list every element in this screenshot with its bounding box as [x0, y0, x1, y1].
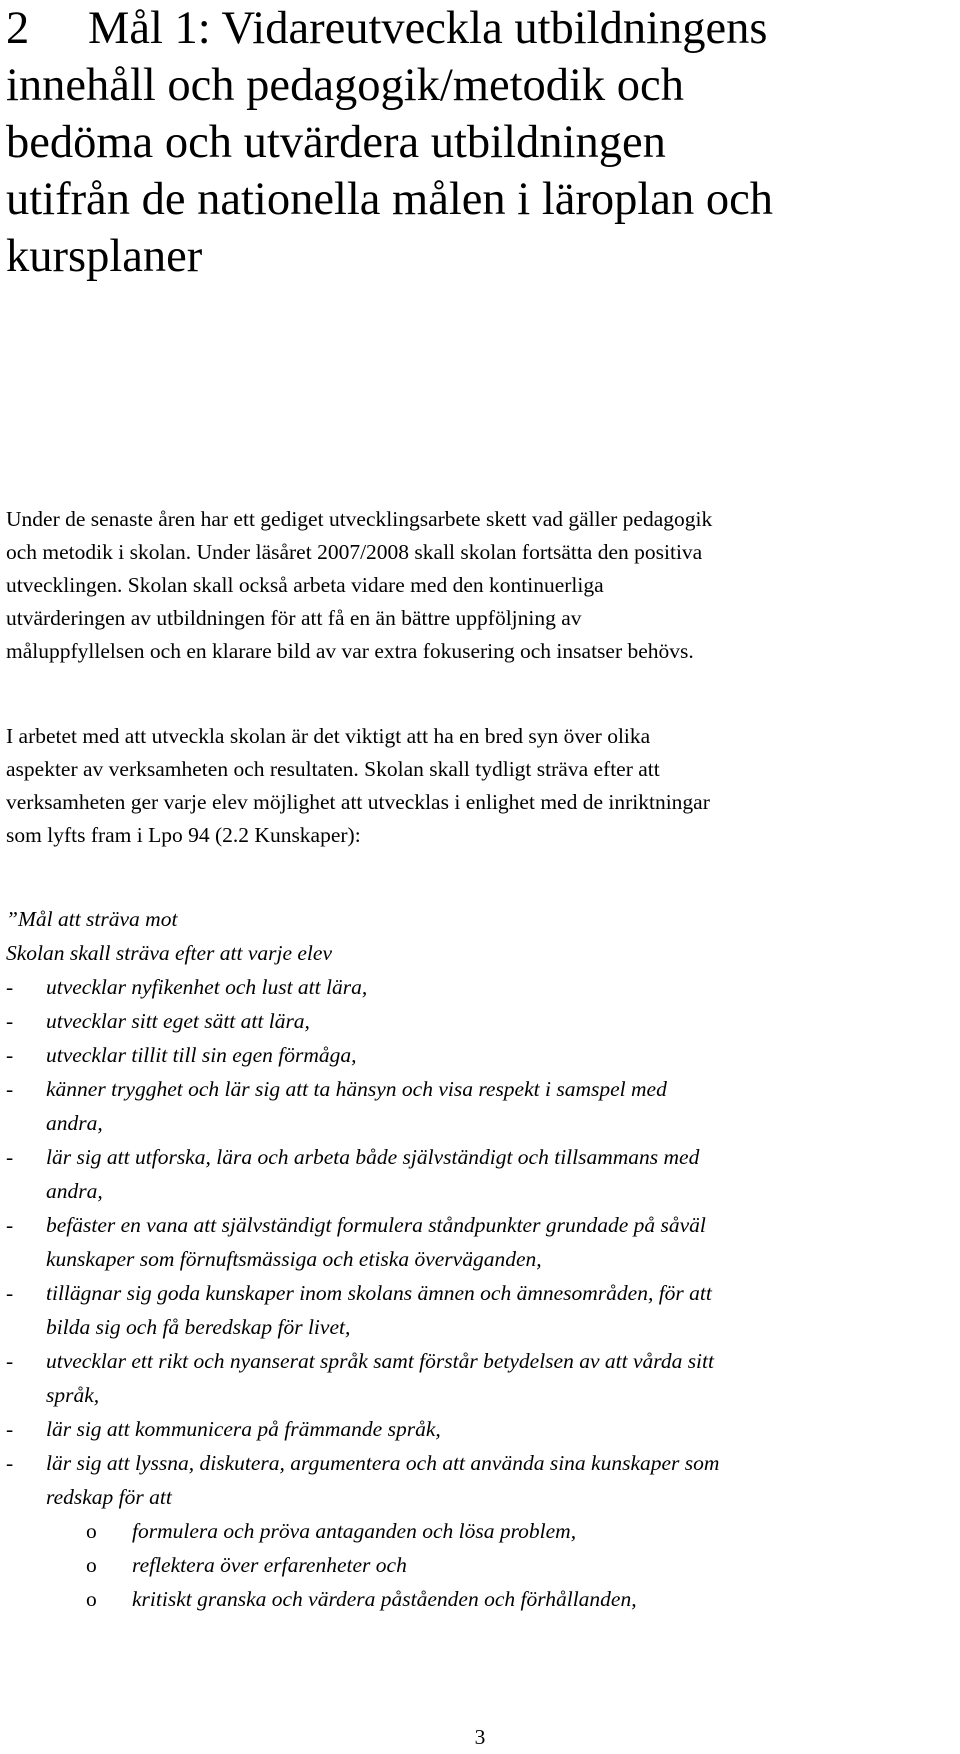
- paragraph-line: måluppfyllelsen och en klarare bild av var extra fokusering och insatser behövs.: [6, 639, 694, 663]
- sub-goal-text: reflektera över erfarenheter och: [132, 1553, 407, 1577]
- second-paragraph: [6, 720, 951, 852]
- heading-line: bedöma och utvärdera utbildningen: [6, 117, 666, 168]
- goal-item-text: befäster en vana att självständigt formulera ståndpunkter grundade på såväl: [46, 1213, 706, 1237]
- goal-item-text: andra,: [46, 1111, 103, 1135]
- dash-bullet: -: [6, 1281, 14, 1305]
- intro-paragraph: [6, 503, 951, 668]
- section-number: 2: [6, 3, 30, 54]
- goal-item-text: lär sig att lyssna, diskutera, argumentera och att använda sina kunskaper som: [46, 1451, 720, 1475]
- goal-item: [6, 1004, 951, 1038]
- section-heading: [6, 0, 956, 285]
- goal-item: [6, 1412, 951, 1446]
- sub-goal-text: kritiskt granska och värdera påståenden och förhållanden,: [132, 1587, 637, 1611]
- goal-item: [6, 1276, 951, 1344]
- paragraph-line: utvecklingen. Skolan skall också arbeta vidare med den kontinuerliga: [6, 573, 604, 597]
- goal-item: [6, 970, 951, 1004]
- goal-item-text: andra,: [46, 1179, 103, 1203]
- dash-bullet: -: [6, 1349, 14, 1373]
- paragraph-line: I arbetet med att utveckla skolan är det viktigt att ha en bred syn över olika: [6, 724, 651, 748]
- circle-bullet: o: [86, 1553, 97, 1577]
- dash-bullet: -: [6, 975, 14, 999]
- heading-line: Mål 1: Vidareutveckla utbildningens: [88, 3, 768, 54]
- dash-bullet: -: [6, 1213, 14, 1237]
- goal-item-text: utvecklar tillit till sin egen förmåga,: [46, 1043, 357, 1067]
- dash-bullet: -: [6, 1145, 14, 1169]
- dash-bullet: -: [6, 1417, 14, 1441]
- circle-bullet: o: [86, 1587, 97, 1611]
- dash-bullet: -: [6, 1009, 14, 1033]
- goal-item-text: utvecklar ett rikt och nyanserat språk samt förstår betydelsen av att vårda sitt: [46, 1349, 714, 1373]
- goal-item-text: tillägnar sig goda kunskaper inom skolans ämnen och ämnesområden, för att: [46, 1281, 712, 1305]
- goal-item-text: lär sig att utforska, lära och arbeta både självständigt och tillsammans med: [46, 1145, 700, 1169]
- paragraph-line: som lyfts fram i Lpo 94 (2.2 Kunskaper):: [6, 823, 361, 847]
- goal-item: [6, 1344, 951, 1412]
- heading-line: innehåll och pedagogik/metodik och: [6, 60, 684, 111]
- goal-list: [6, 970, 951, 1514]
- circle-bullet: o: [86, 1519, 97, 1543]
- goal-item: [6, 1446, 951, 1514]
- goal-item-text: redskap för att: [46, 1485, 172, 1509]
- paragraph-line: och metodik i skolan. Under läsåret 2007/2008 skall skolan fortsätta den positiva: [6, 540, 703, 564]
- paragraph-line: utvärderingen av utbildningen för att få en än bättre uppföljning av: [6, 606, 582, 630]
- sub-goal-item: [6, 1548, 951, 1582]
- heading-line: kursplaner: [6, 231, 203, 282]
- dash-bullet: -: [6, 1077, 14, 1101]
- goal-item-text: utvecklar nyfikenhet och lust att lära,: [46, 975, 368, 999]
- goal-item: [6, 1038, 951, 1072]
- goal-item-text: känner trygghet och lär sig att ta hänsyn och visa respekt i samspel med: [46, 1077, 667, 1101]
- curriculum-quote: [6, 902, 951, 1616]
- goal-item-text: kunskaper som förnuftsmässiga och etiska överväganden,: [46, 1247, 542, 1271]
- paragraph-line: aspekter av verksamheten och resultaten. Skolan skall tydligt sträva efter att: [6, 757, 660, 781]
- goal-item: [6, 1140, 951, 1208]
- sub-goal-item: [6, 1582, 951, 1616]
- goal-item-text: språk,: [46, 1383, 100, 1407]
- quote-title: ”Mål att sträva mot: [6, 907, 178, 931]
- page-number: 3: [474, 1725, 486, 1749]
- dash-bullet: -: [6, 1043, 14, 1067]
- dash-bullet: -: [6, 1451, 14, 1475]
- goal-item-text: lär sig att kommunicera på främmande språk,: [46, 1417, 441, 1441]
- goal-item: [6, 1208, 951, 1276]
- goal-item: [6, 1072, 951, 1140]
- paragraph-line: Under de senaste åren har ett gediget utvecklingsarbete skett vad gäller pedagogik: [6, 507, 713, 531]
- sub-goal-list: [6, 1514, 951, 1616]
- paragraph-line: verksamheten ger varje elev möjlighet att utvecklas i enlighet med de inriktningar: [6, 790, 710, 814]
- goal-item-text: utvecklar sitt eget sätt att lära,: [46, 1009, 310, 1033]
- quote-intro: Skolan skall sträva efter att varje elev: [6, 941, 332, 965]
- heading-line: utifrån de nationella målen i läroplan och: [6, 174, 773, 225]
- goal-item-text: bilda sig och få beredskap för livet,: [46, 1315, 351, 1339]
- sub-goal-text: formulera och pröva antaganden och lösa problem,: [132, 1519, 577, 1543]
- sub-goal-item: [6, 1514, 951, 1548]
